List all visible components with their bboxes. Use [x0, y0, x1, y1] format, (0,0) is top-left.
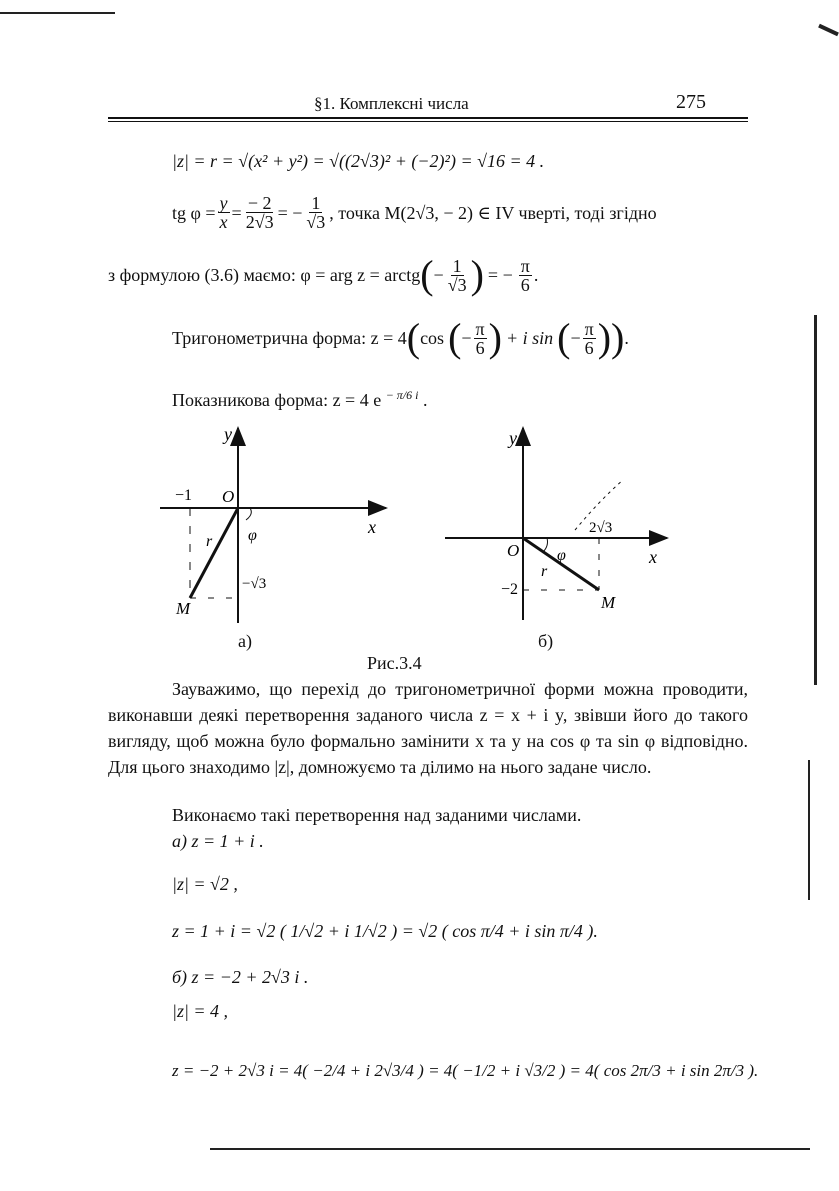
fraction-pi-6: $\frac{\pi}{6}$ [520, 255, 530, 295]
fraction-1-sqrt3: $\frac{1}{√3}$ [306, 193, 326, 232]
figure-a-caption: а) [238, 631, 252, 651]
figure-a-x-tick: −1 [175, 487, 193, 504]
figure-b-x-tick: 2√3 [589, 520, 613, 536]
figure-b-y-tick: −2 [501, 581, 519, 598]
page-number: 275 [676, 91, 706, 113]
figure-b [425, 420, 685, 640]
trig-form-label: Тригонометрична форма: z = 4 [172, 328, 407, 348]
figure-a-x-label: x [368, 517, 376, 537]
exp-form-label: Показникова форма: z = 4 e [172, 390, 382, 410]
case-b-modulus: |z| = 4 , [172, 1001, 229, 1021]
header-rule-thin [108, 121, 748, 122]
case-b-equation: z = −2 + 2√3 i = 4( −2/4 + i 2√3/4 ) = 4( −1/2 + i √3/2 ) = 4( cos 2π/3 + i sin 2π/3 ). [172, 1061, 759, 1080]
figure-a-y-tick: −√3 [242, 576, 267, 592]
fraction-1-sqrt3-b: $\frac{1}{√3}$ [447, 255, 467, 295]
figure-b-point: M [601, 593, 616, 612]
case-b-title: б) z = −2 + 2√3 i . [172, 967, 309, 987]
scan-mark-top-right [818, 24, 839, 37]
paragraph-1: Зауважимо, що перехід до тригонометричної форми можна проводити, виконавши деякі перетворення заданого числа z = x + i y, звівши його до такого вигляду, щоб можна було формально замінити x та y на cos φ та sin φ відповідно. Для цього знаходимо |z|, домножуємо та ділимо на нього задане число. [108, 679, 748, 777]
case-a-title: а) z = 1 + i . [172, 831, 264, 851]
eq-tg-tail: , точка M(2√3, − 2) ∈ IV чверті, тоді згідно [329, 202, 657, 223]
figure-a-point: M [176, 599, 191, 618]
figure-a-phi-label: φ [248, 527, 257, 544]
figure-a-radius [190, 508, 238, 598]
scan-margin-line-2 [808, 760, 810, 900]
case-a-equation: z = 1 + i = √2 ( 1/√2 + i 1/√2 ) = √2 ( cos π/4 + i sin π/4 ). [172, 921, 598, 941]
eq-arg: з формулою (3.6) маємо: φ = arg z = arctg ( − $\frac{1}{√3}$ ) = − $\frac{\pi}{6}$ . [108, 252, 539, 297]
figure-b-r-label: r [541, 563, 548, 580]
figure-a [150, 418, 410, 638]
header-rule [108, 117, 748, 119]
eq-tg: tg φ = $\frac{y}{x}$ = $\frac{- 2}{2√3}$ = − $\frac{1}{√3}$ , точка M(2√3, − 2) ∈ IV чверті, тоді згідно [172, 193, 657, 232]
fraction-y-x: $\frac{y}{x}$ [219, 193, 228, 232]
exp-form-exponent: − π/6 i [385, 388, 419, 402]
trig-form: Тригонометрична форма: z = 4 ( cos ( − $\frac{\pi}{6}$ ) + i sin ( − $\frac{\pi}{6}$ )) . [172, 315, 629, 360]
figure-b-phi-label: φ [557, 547, 566, 564]
figure-b-phi-arc [543, 538, 548, 552]
scan-mark-top-left [0, 12, 115, 14]
section-title: §1. Комплексні числа [314, 94, 469, 113]
figure-b-radius [523, 538, 599, 590]
eq-arg-lead: з формулою (3.6) маємо: φ = arg z = arctg [108, 265, 421, 285]
scan-bottom-line [210, 1148, 810, 1150]
scan-margin-line-1 [814, 315, 817, 685]
paragraph-2: Виконаємо такі перетворення над заданими числами. [172, 805, 582, 825]
figure-b-x-label: x [649, 547, 657, 567]
fraction-minus2: $\frac{- 2}{2√3}$ [245, 193, 274, 232]
eq-tg-lhs: tg φ = [172, 202, 216, 223]
case-a-modulus: |z| = √2 , [172, 874, 238, 894]
figure-caption: Рис.3.4 [367, 653, 422, 673]
figure-b-origin: O [507, 541, 520, 560]
figure-b-caption: б) [538, 631, 554, 651]
figure-b-y-label: y [509, 428, 517, 448]
figure-a-y-label: y [224, 424, 232, 444]
figure-a-r-label: r [206, 533, 213, 550]
figure-a-phi-arc [246, 508, 251, 520]
eq-modulus: |z| = r = √(x² + y²) = √((2√3)² + (−2)²) = √16 = 4 . [172, 151, 545, 171]
figure-a-origin: O [222, 487, 235, 506]
exp-form: Показникова форма: z = 4 e $^{- \pi/6 i}$ . [172, 388, 428, 410]
